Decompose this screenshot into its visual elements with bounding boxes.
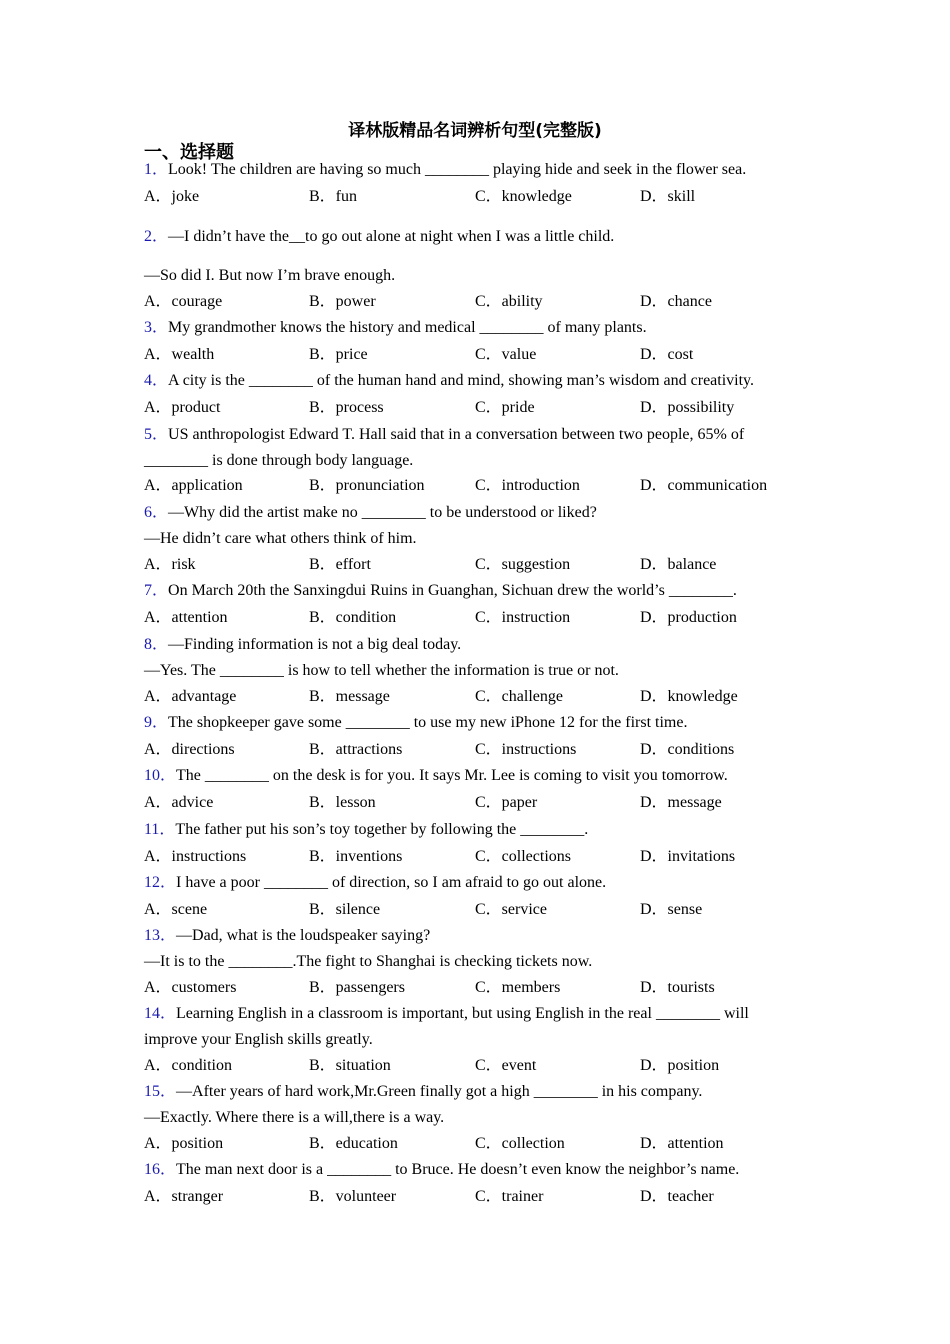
question-14-stem-line2: improve your English skills greatly.	[144, 1031, 373, 1048]
option-c[interactable]: C．paper	[475, 794, 538, 811]
option-d[interactable]: D．skill	[640, 188, 696, 205]
option-c[interactable]: C．suggestion	[475, 556, 571, 573]
question-11-stem: 11．The father put his son’s toy together by following the ________.	[144, 821, 589, 838]
option-d[interactable]: D．possibility	[640, 399, 735, 416]
option-b[interactable]: B．power	[309, 293, 376, 310]
question-9-stem: 9．The shopkeeper gave some ________ to use my new iPhone 12 for the first time.	[144, 714, 688, 731]
option-b[interactable]: B．effort	[309, 556, 371, 573]
option-a[interactable]: A．wealth	[144, 346, 215, 363]
option-b[interactable]: B．attractions	[309, 741, 403, 758]
option-a[interactable]: A．risk	[144, 556, 196, 573]
question-2-stem-line2: —So did I. But now I’m brave enough.	[144, 267, 396, 284]
option-c[interactable]: C．instruction	[475, 609, 571, 626]
option-a[interactable]: A．instructions	[144, 848, 247, 865]
option-d[interactable]: D．chance	[640, 293, 712, 310]
option-a[interactable]: A．position	[144, 1135, 224, 1152]
option-c[interactable]: C．value	[475, 346, 537, 363]
section-heading: 一、选择题	[144, 142, 234, 163]
option-c[interactable]: C．service	[475, 901, 547, 918]
question-8-stem-line2: —Yes. The ________ is how to tell whether the information is true or not.	[144, 662, 619, 679]
option-a[interactable]: A．advantage	[144, 688, 237, 705]
document-title: 译林版精品名词辨析句型(完整版)	[348, 121, 602, 141]
question-14-stem: 14．Learning English in a classroom is important, but using English in the real ________ will	[144, 1005, 749, 1022]
question-3-stem: 3．My grandmother knows the history and medical ________ of many plants.	[144, 319, 647, 336]
option-a[interactable]: A．directions	[144, 741, 235, 758]
option-a[interactable]: A．advice	[144, 794, 214, 811]
option-c[interactable]: C．collections	[475, 848, 571, 865]
question-16-stem: 16．The man next door is a ________ to Bruce. He doesn’t even know the neighbor’s name.	[144, 1161, 740, 1178]
option-b[interactable]: B．fun	[309, 188, 358, 205]
option-d[interactable]: D．sense	[640, 901, 703, 918]
option-d[interactable]: D．invitations	[640, 848, 736, 865]
question-4-stem: 4．A city is the ________ of the human hand and mind, showing man’s wisdom and creativity.	[144, 372, 755, 389]
option-a[interactable]: A．courage	[144, 293, 223, 310]
option-a[interactable]: A．attention	[144, 609, 228, 626]
option-c[interactable]: C．event	[475, 1057, 537, 1074]
question-15-stem-line2: —Exactly. Where there is a will,there is a way.	[144, 1109, 445, 1126]
option-d[interactable]: D．knowledge	[640, 688, 738, 705]
option-d[interactable]: D．position	[640, 1057, 720, 1074]
option-a[interactable]: A．product	[144, 399, 221, 416]
question-2-stem: 2．—I didn’t have the__to go out alone at night when I was a little child.	[144, 228, 615, 245]
option-d[interactable]: D．production	[640, 609, 737, 626]
question-6-stem: 6．—Why did the artist make no ________ to be understood or liked?	[144, 504, 597, 521]
option-a[interactable]: A．stranger	[144, 1188, 224, 1205]
option-c[interactable]: C．trainer	[475, 1188, 544, 1205]
question-5-stem-line2: ________ is done through body language.	[144, 452, 414, 469]
option-c[interactable]: C．introduction	[475, 477, 580, 494]
question-5-stem: 5．US anthropologist Edward T. Hall said that in a conversation between two people, 65% of	[144, 426, 745, 443]
question-10-stem: 10．The ________ on the desk is for you. It says Mr. Lee is coming to visit you tomorrow.	[144, 767, 728, 784]
option-b[interactable]: B．message	[309, 688, 390, 705]
option-d[interactable]: D．tourists	[640, 979, 715, 996]
option-b[interactable]: B．lesson	[309, 794, 376, 811]
option-b[interactable]: B．price	[309, 346, 368, 363]
question-6-stem-line2: —He didn’t care what others think of him.	[144, 530, 417, 547]
option-d[interactable]: D．conditions	[640, 741, 735, 758]
option-a[interactable]: A．joke	[144, 188, 200, 205]
option-b[interactable]: B．silence	[309, 901, 381, 918]
option-b[interactable]: B．education	[309, 1135, 398, 1152]
option-c[interactable]: C．instructions	[475, 741, 577, 758]
option-c[interactable]: C．ability	[475, 293, 543, 310]
option-c[interactable]: C．challenge	[475, 688, 563, 705]
option-d[interactable]: D．cost	[640, 346, 694, 363]
option-d[interactable]: D．teacher	[640, 1188, 714, 1205]
option-a[interactable]: A．customers	[144, 979, 237, 996]
option-a[interactable]: A．scene	[144, 901, 208, 918]
question-15-stem: 15．—After years of hard work,Mr.Green finally got a high ________ in his company.	[144, 1083, 703, 1100]
question-13-stem-line2: —It is to the ________.The fight to Shanghai is checking tickets now.	[144, 953, 593, 970]
question-8-stem: 8．—Finding information is not a big deal today.	[144, 636, 462, 653]
option-b[interactable]: B．pronunciation	[309, 477, 425, 494]
option-d[interactable]: D．message	[640, 794, 722, 811]
option-b[interactable]: B．volunteer	[309, 1188, 397, 1205]
option-b[interactable]: B．condition	[309, 609, 397, 626]
option-b[interactable]: B．process	[309, 399, 384, 416]
option-a[interactable]: A．application	[144, 477, 243, 494]
question-7-stem: 7．On March 20th the Sanxingdui Ruins in Guanghan, Sichuan drew the world’s ________.	[144, 582, 737, 599]
option-a[interactable]: A．condition	[144, 1057, 232, 1074]
option-b[interactable]: B．passengers	[309, 979, 405, 996]
option-c[interactable]: C．knowledge	[475, 188, 572, 205]
option-d[interactable]: D．attention	[640, 1135, 724, 1152]
question-1-stem: 1．Look! The children are having so much ________ playing hide and seek in the flower sea.	[144, 161, 747, 178]
question-13-stem: 13．—Dad, what is the loudspeaker saying?	[144, 927, 431, 944]
option-c[interactable]: C．members	[475, 979, 561, 996]
option-c[interactable]: C．pride	[475, 399, 535, 416]
option-b[interactable]: B．inventions	[309, 848, 403, 865]
option-d[interactable]: D．communication	[640, 477, 768, 494]
option-c[interactable]: C．collection	[475, 1135, 565, 1152]
question-12-stem: 12．I have a poor ________ of direction, so I am afraid to go out alone.	[144, 874, 607, 891]
option-b[interactable]: B．situation	[309, 1057, 391, 1074]
option-d[interactable]: D．balance	[640, 556, 717, 573]
